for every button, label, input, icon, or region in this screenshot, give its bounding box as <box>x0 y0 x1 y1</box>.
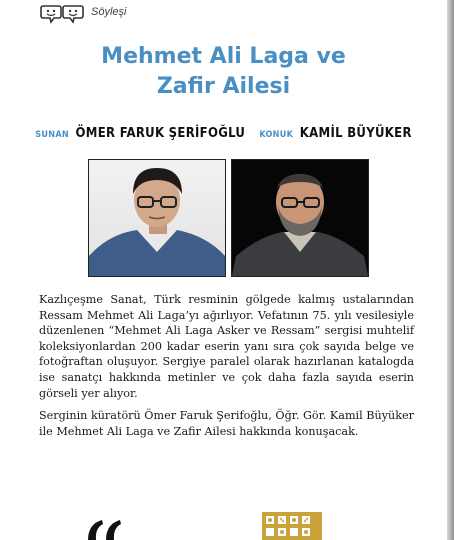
page-title <box>0 42 447 102</box>
quote-mark-icon <box>84 516 124 540</box>
guest-portrait-photo <box>231 159 369 277</box>
guest-name: KAMİL BÜYÜKER <box>299 126 412 141</box>
section-label: Söyleşi <box>91 6 127 18</box>
host-role-label: SUNAN <box>35 130 69 140</box>
body-paragraph: Kazlıçeşme Sanat, Türk resminin gölgede kalmış ustalarından Ressam Mehmet Ali Laga’yı ağırlıyor. Vefatının 75. yılı vesilesiyle düzenlenen “Mehmet Ali Laga Asker ve Ressam” sergisi muhtelif koleksiyonlardan 200 kadar eserin yanı sıra çok sayıda belge ve fotoğraftan oluşuyor. Sergiye paralel olarak hazırlanan katalogda ise sanatçı hakkında metinler ve çok daha fazla sayıda eserin görseli yer alıyor. <box>39 293 414 400</box>
host-portrait-photo <box>88 159 226 277</box>
page-edge-shadow <box>447 0 454 540</box>
host-name: ÖMER FARUK ŞERİFOĞLU <box>75 126 246 141</box>
title-line: Mehmet Ali Laga ve <box>101 44 346 69</box>
venue-logo-icon <box>262 512 322 540</box>
two-speech-faces-icon <box>40 2 86 24</box>
title-line: Zafir Ailesi <box>156 74 291 99</box>
body-paragraph: Serginin küratörü Ömer Faruk Şerifoğlu, Öğr. Gör. Kamil Büyüker ile Mehmet Ali Laga ve Zafir Ailesi hakkında konuşacak. <box>39 409 414 438</box>
guest-role-label: KONUK <box>259 130 294 140</box>
credits-line <box>0 122 447 141</box>
article-body <box>39 292 414 446</box>
